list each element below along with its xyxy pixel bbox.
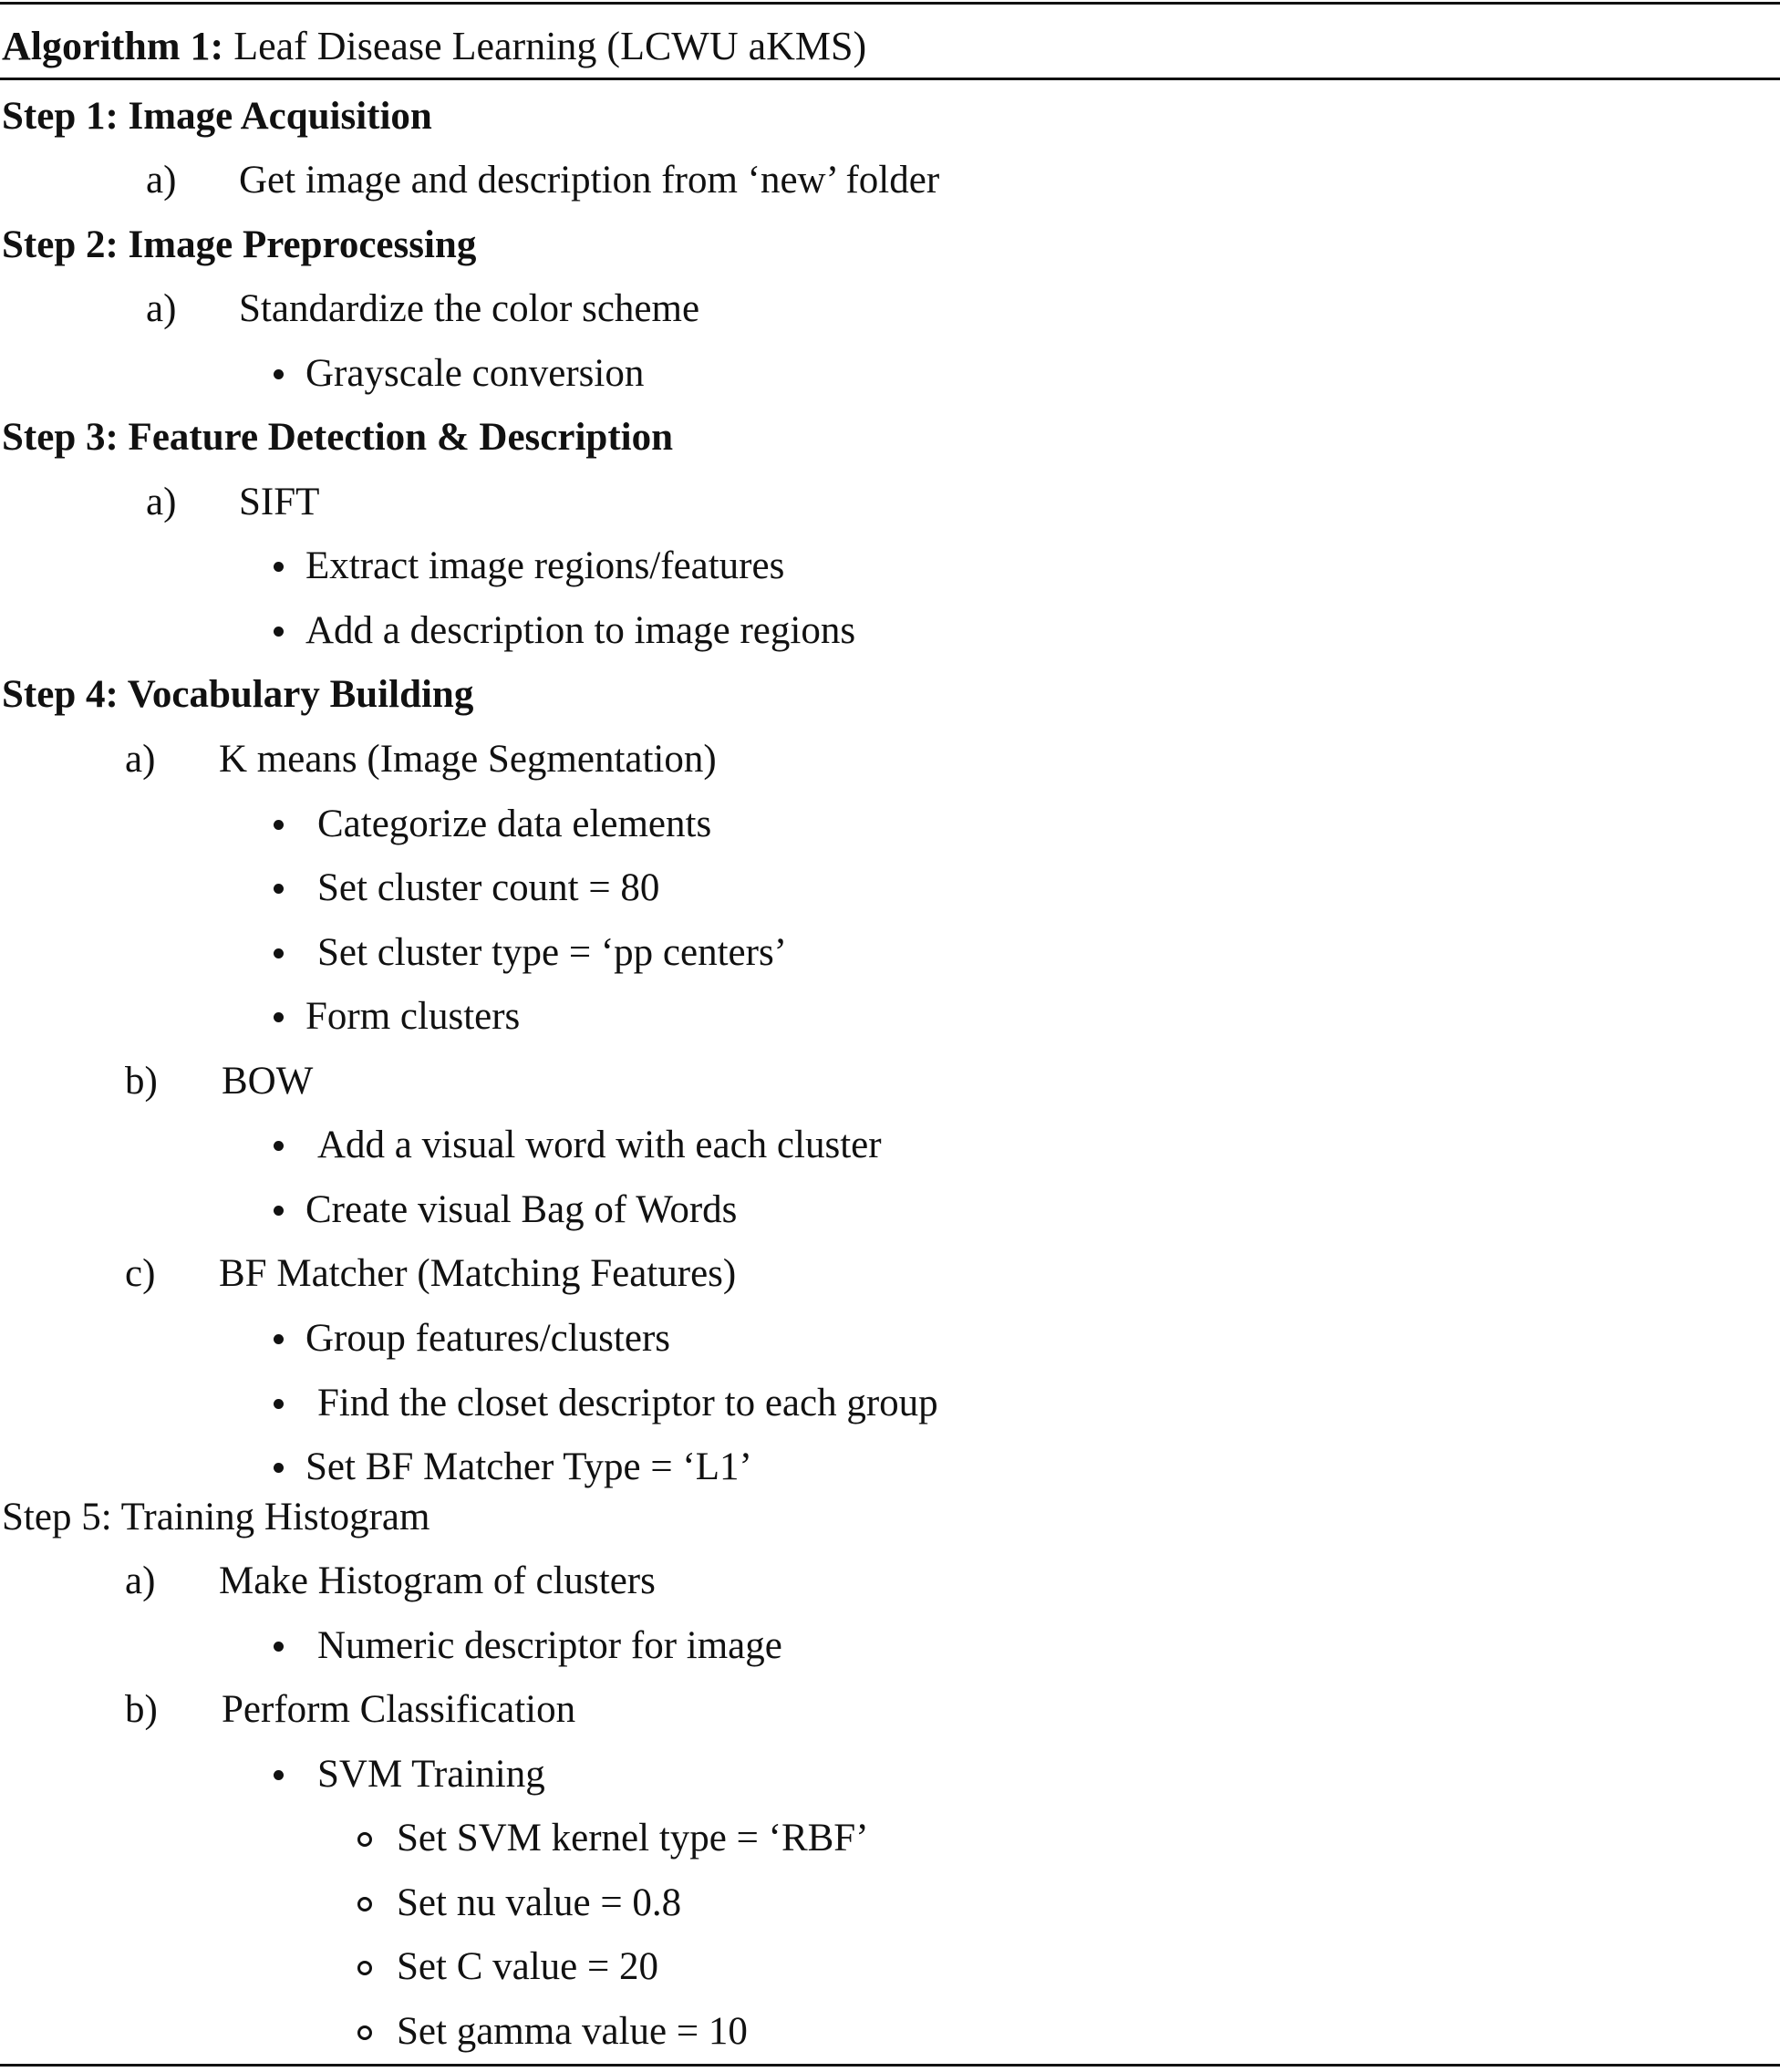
bullet-text: SVM Training: [317, 1753, 545, 1796]
bullet-text: Categorize data elements: [317, 803, 712, 845]
bullet-icon: [274, 884, 284, 894]
circle-bullet-icon: [357, 1897, 372, 1911]
bullet-icon: [274, 1012, 284, 1022]
bullet-text: Numeric descriptor for image: [317, 1624, 782, 1667]
bullet-text: Find the closet descriptor to each group: [317, 1382, 938, 1424]
item-text: BOW: [222, 1060, 314, 1103]
bullet-icon: [274, 1334, 284, 1344]
bullet-text: Grayscale conversion: [305, 352, 645, 395]
bullet-text: Add a description to image regions: [305, 609, 856, 652]
bottom-rule: [0, 2064, 1780, 2067]
bullet-icon: [274, 369, 284, 379]
item-text: Perform Classification: [222, 1688, 576, 1731]
top-rule: [0, 2, 1780, 5]
bullet-text: Group features/clusters: [305, 1317, 670, 1360]
item-marker: a): [146, 159, 177, 202]
bullet-icon: [274, 1463, 284, 1473]
step-4-heading: Step 4: Vocabulary Building: [2, 673, 474, 716]
bullet-icon: [274, 627, 284, 637]
item-text: Get image and description from ‘new’ folder: [239, 159, 940, 202]
bullet-text: Create visual Bag of Words: [305, 1188, 738, 1231]
bullet-text: Set cluster count = 80: [317, 866, 660, 909]
item-text: Standardize the color scheme: [239, 287, 700, 330]
circle-bullet-icon: [357, 2025, 372, 2040]
bullet-icon: [274, 562, 284, 572]
bullet-icon: [274, 1141, 284, 1151]
circle-bullet-icon: [357, 1832, 372, 1847]
item-marker: a): [146, 287, 177, 330]
item-marker: b): [125, 1060, 158, 1103]
item-marker: a): [125, 738, 156, 781]
sub-bullet-text: Set C value = 20: [397, 1945, 658, 1988]
bullet-icon: [274, 948, 284, 958]
step-5-heading: Step 5: Training Histogram: [2, 1496, 430, 1538]
bullet-text: Set BF Matcher Type = ‘L1’: [305, 1445, 752, 1488]
bullet-text: Add a visual word with each cluster: [317, 1124, 882, 1166]
bullet-text: Form clusters: [305, 995, 521, 1038]
algorithm-title: [2, 22, 866, 71]
bullet-text: Set cluster type = ‘pp centers’: [317, 931, 787, 974]
bullet-icon: [274, 1399, 284, 1409]
step-1-heading: Step 1: Image Acquisition: [2, 95, 432, 138]
item-text: SIFT: [239, 481, 320, 523]
sub-bullet-text: Set gamma value = 10: [397, 2010, 748, 2053]
item-marker: a): [146, 481, 177, 523]
item-marker: a): [125, 1559, 156, 1602]
sub-bullet-text: Set nu value = 0.8: [397, 1881, 682, 1924]
item-marker: b): [125, 1688, 158, 1731]
bullet-icon: [274, 1642, 284, 1652]
step-2-heading: Step 2: Image Preprocessing: [2, 223, 477, 266]
sub-bullet-text: Set SVM kernel type = ‘RBF’: [397, 1817, 869, 1860]
circle-bullet-icon: [357, 1961, 372, 1975]
step-3-heading: Step 3: Feature Detection & Description: [2, 416, 673, 459]
bullet-icon: [274, 820, 284, 830]
algorithm-title-text: Leaf Disease Learning (LCWU aKMS): [223, 24, 867, 68]
title-rule: [0, 78, 1780, 80]
bullet-icon: [274, 1206, 284, 1216]
item-text: K means (Image Segmentation): [219, 738, 717, 781]
item-text: Make Histogram of clusters: [219, 1559, 656, 1602]
bullet-icon: [274, 1770, 284, 1780]
bullet-text: Extract image regions/features: [305, 544, 785, 587]
item-text: BF Matcher (Matching Features): [219, 1252, 737, 1295]
algorithm-title-prefix: Algorithm 1:: [2, 24, 224, 68]
item-marker: c): [125, 1252, 156, 1295]
